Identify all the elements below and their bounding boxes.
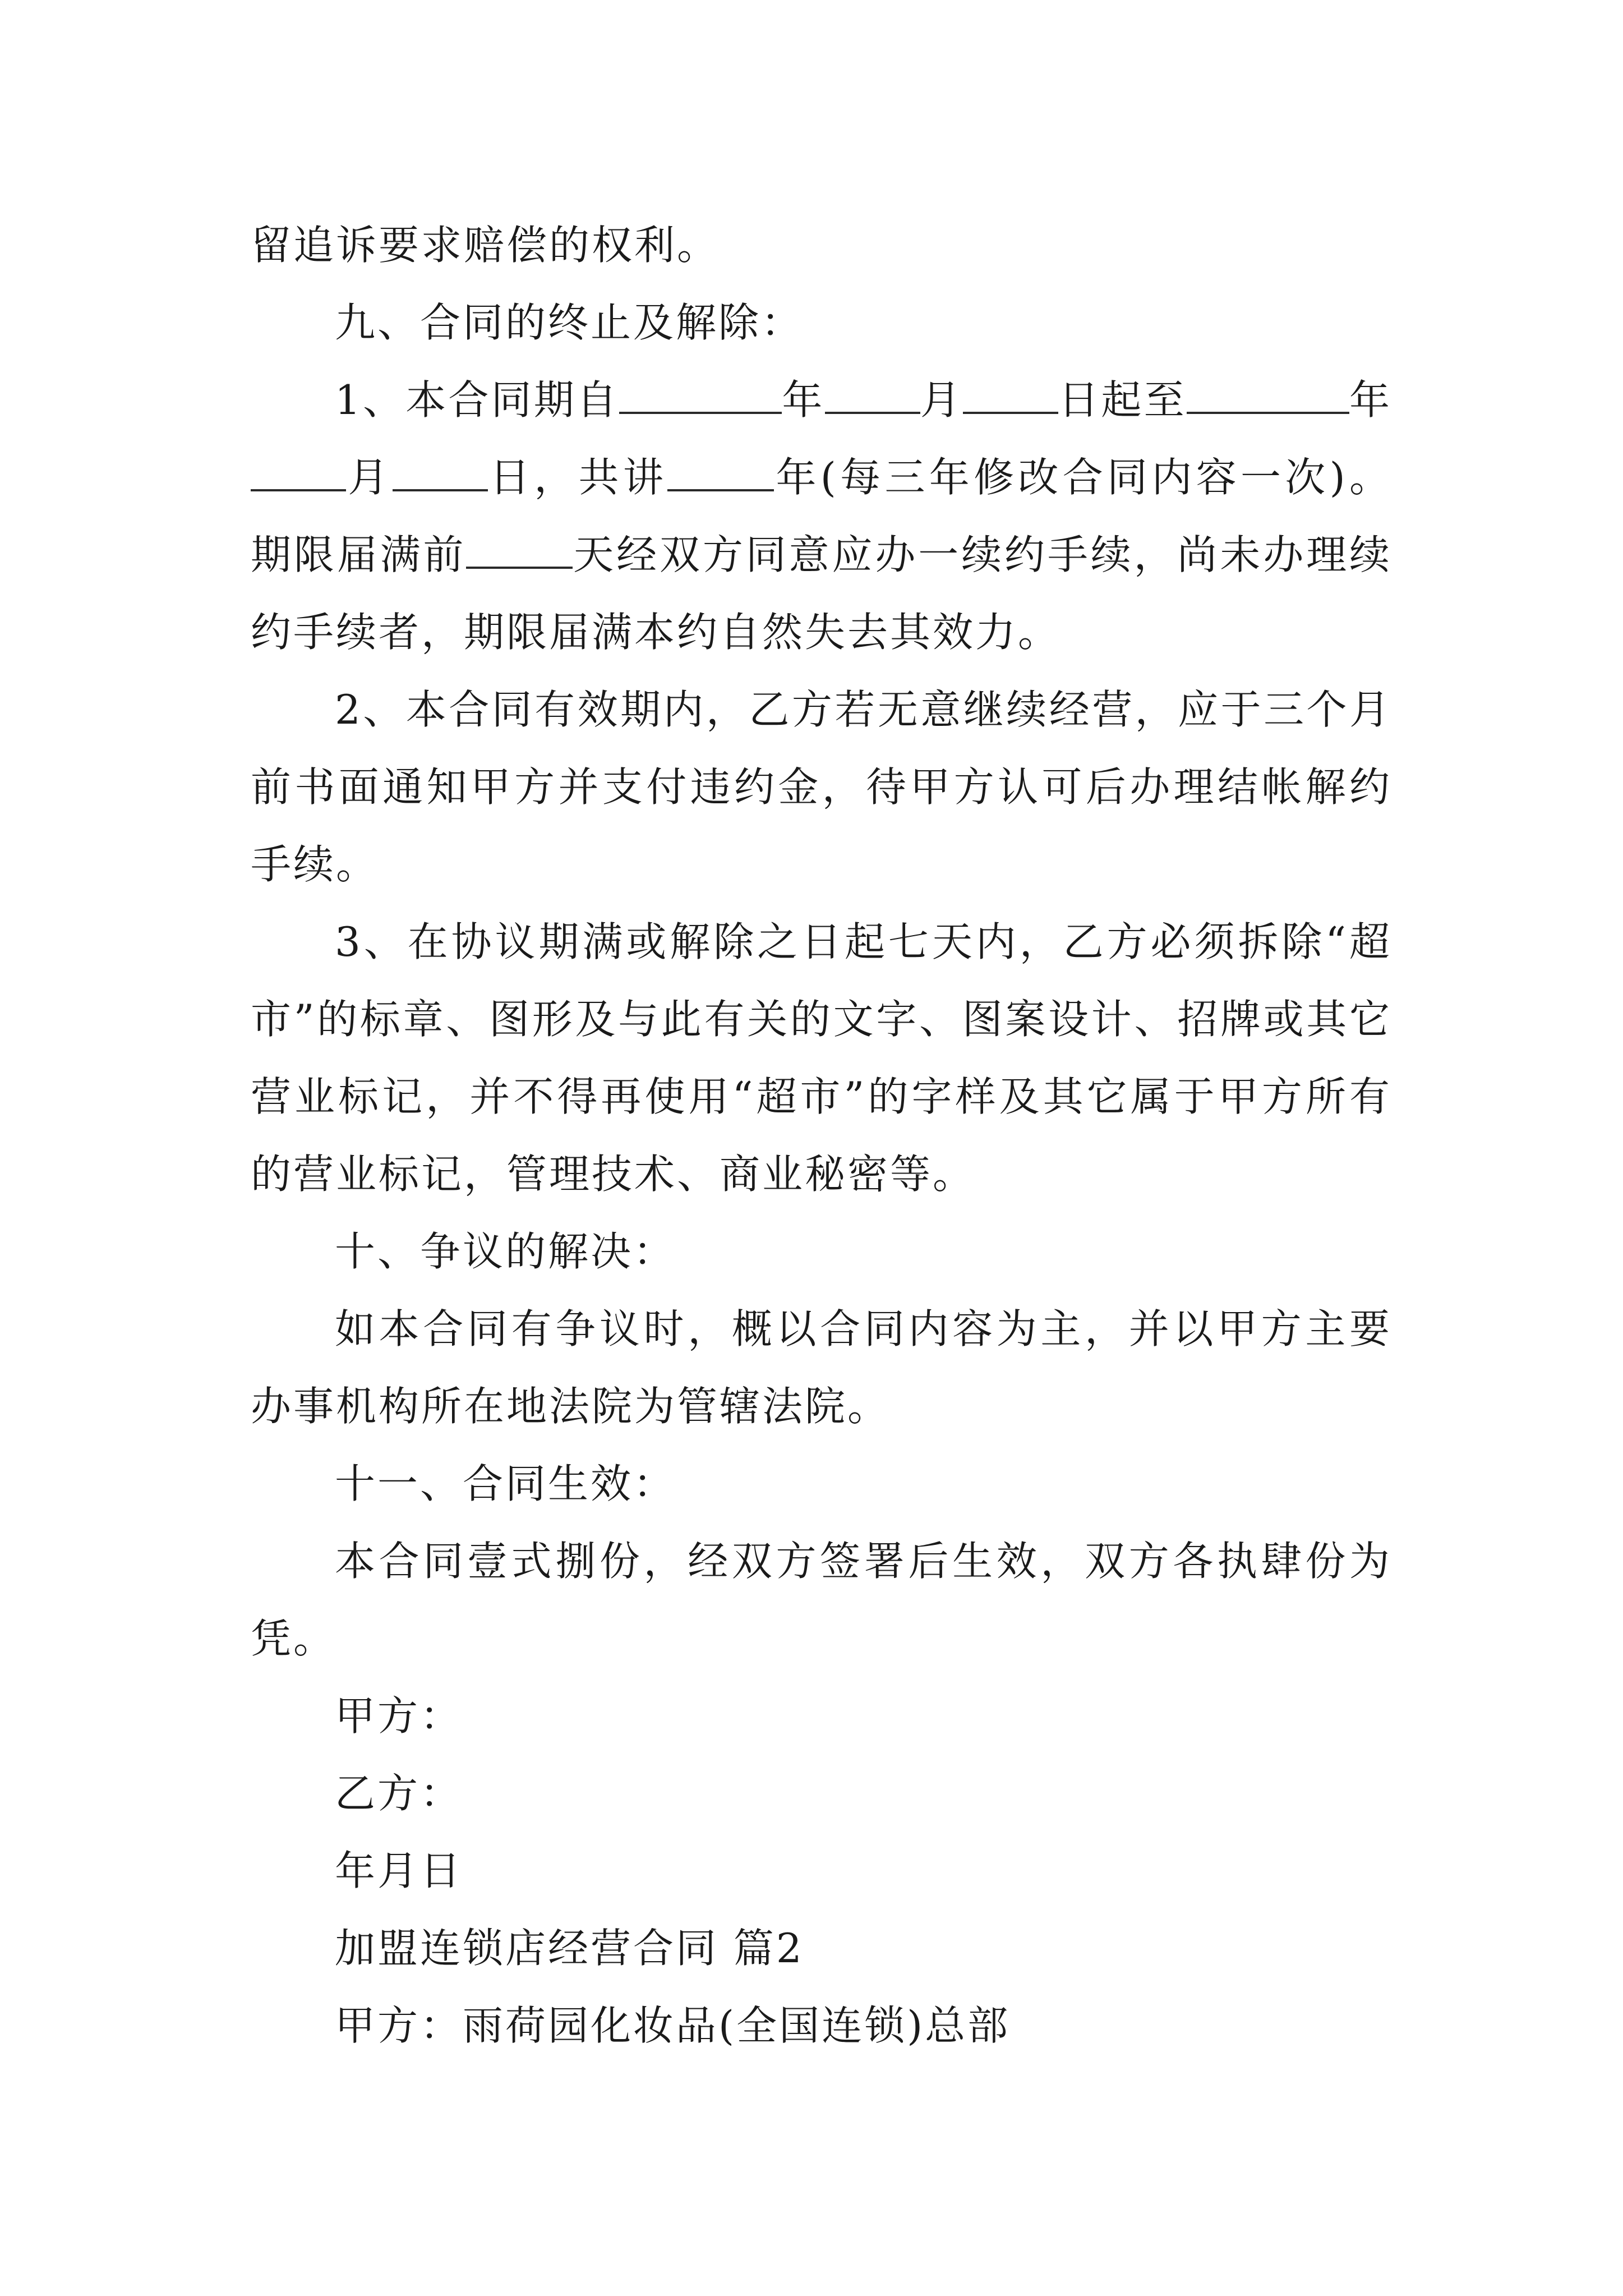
section-heading-termination: 九、合同的终止及解除：: [335, 299, 804, 346]
blank-total-years: [667, 455, 774, 491]
clause-term-year-label: 年: [782, 376, 825, 424]
blank-end-day: [393, 455, 488, 491]
clause-term-end-month-label: 月: [346, 454, 393, 501]
section-heading-effectiveness: 十一、合同生效：: [335, 1460, 676, 1507]
blank-start-month: [825, 378, 920, 414]
blank-notice-days: [466, 532, 573, 569]
clause-effectiveness: 本合同壹式捌份，经双方签署后生效，双方各执肆份为凭。: [251, 1538, 1392, 1662]
clause-removal-of-marks: 3、在协议期满或解除之日起七天内，乙方必须拆除“超市”的标章、图形及与此有关的文字、图案设计、招牌或其它营业标记，并不得再使用“超市”的字样及其它属于甲方所有的营业标记，管理技术、商业秘密等。: [251, 918, 1392, 1198]
blank-end-month: [251, 455, 346, 491]
clause-term-revision-text: 年(每三年修改合同内容一次)。期限届满前: [251, 454, 1392, 578]
next-contract-party-a: 甲方：雨荷园化妆品(全国连锁)总部: [335, 2002, 1011, 2049]
signature-party-a: 甲方：: [335, 1692, 463, 1740]
document-body: [251, 206, 1392, 2064]
signature-party-b: 乙方：: [335, 1770, 463, 1817]
blank-start-year: [619, 378, 782, 414]
clause-term-total-label: 日，共讲: [487, 454, 668, 501]
clause-term-text-start: 1、本合同期自: [335, 376, 620, 424]
next-contract-title: 加盟连锁店经营合同 篇2: [335, 1925, 804, 1972]
blank-start-day: [963, 378, 1058, 414]
clause-term-renewal-text: 天经双方同意应办一续约手续，尚未办理续约手续者，期限届满本约自然失去其效力。: [251, 531, 1392, 656]
clause-term-month-label: 月: [920, 376, 963, 424]
blank-end-year: [1187, 378, 1349, 414]
signature-date: 年月日: [335, 1847, 463, 1894]
clause-term-end-year-label: 年: [1349, 376, 1392, 424]
clause-dispute-resolution: 如本合同有争议时，概以合同内容为主，并以甲方主要办事机构所在地法院为管辖法院。: [251, 1305, 1392, 1430]
clause-term-day-to-label: 日起至: [1058, 376, 1187, 424]
section-heading-dispute: 十、争议的解决：: [335, 1228, 676, 1275]
clause-early-termination: 2、本合同有效期内，乙方若无意继续经营，应于三个月前书面通知甲方并支付违约金，待甲方认可后办理结帐解约手续。: [251, 686, 1392, 888]
clause-contract-term: [251, 361, 1392, 671]
paragraph-continuation: 留追诉要求赔偿的权利。: [251, 222, 720, 269]
